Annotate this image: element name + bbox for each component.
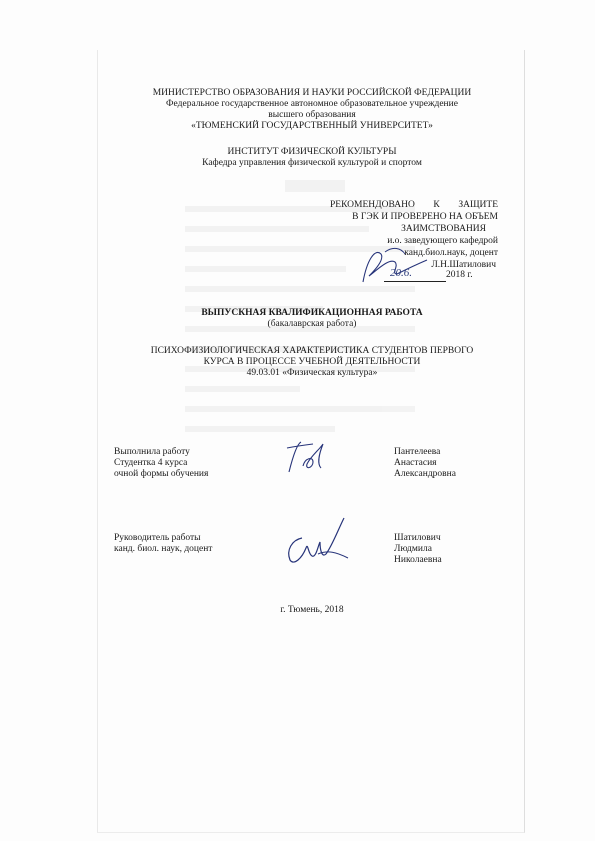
approval-line-5: канд.биол.наук, доцент <box>404 248 498 258</box>
work-title-line-2: КУРСА В ПРОЦЕССЕ УЧЕБНОЙ ДЕЯТЕЛЬНОСТИ <box>203 357 421 367</box>
author-label-3: очной формы обучения <box>114 469 209 479</box>
work-type: ВЫПУСКНАЯ КВАЛИФИКАЦИОННАЯ РАБОТА <box>201 308 423 318</box>
university-name: «ТЮМЕНСКИЙ ГОСУДАРСТВЕННЫЙ УНИВЕРСИТЕТ» <box>191 121 433 131</box>
supervisor-labels <box>114 533 212 555</box>
institution-line-2: высшего образования <box>268 110 356 120</box>
work-type-block <box>98 308 526 330</box>
approval-line-1: РЕКОМЕНДОВАНО К ЗАЩИТЕ <box>330 200 498 210</box>
author-signature <box>283 436 329 478</box>
author-surname: Пантелеева <box>394 447 441 457</box>
author-label-2: Студентка 4 курса <box>114 458 188 468</box>
author-label-1: Выполнила работу <box>114 447 190 457</box>
author-patronymic: Александровна <box>394 469 456 479</box>
approval-line-6: Л.Н.Шатилович <box>431 260 496 270</box>
institution-line-1: Федеральное государственное автономное образовательное учреждение <box>166 99 458 109</box>
work-subtype: (бакалаврская работа) <box>267 319 357 329</box>
supervisor-name <box>394 533 442 566</box>
supervisor-signature <box>278 510 354 570</box>
specialty: 49.03.01 «Физическая культура» <box>246 368 378 378</box>
supervisor-first-name: Людмила <box>394 544 432 554</box>
head-of-department-signature <box>355 240 435 290</box>
approval-line-3: ЗАИМСТВОВАНИЯ <box>401 224 486 234</box>
supervisor-surname: Шатилович <box>394 533 441 543</box>
ministry-name: МИНИСТЕРСТВО ОБРАЗОВАНИЯ И НАУКИ РОССИЙСКОЙ ФЕДЕРАЦИИ <box>152 88 472 98</box>
city-year: г. Тюмень, 2018 <box>280 605 344 615</box>
institute-block <box>98 147 526 169</box>
approval-line-2: В ГЭК И ПРОВЕРЕНО НА ОБЪЕМ <box>352 212 498 222</box>
work-title-block <box>98 346 526 379</box>
author-labels <box>114 447 208 480</box>
approval-line-4: и.о. заведующего кафедрой <box>387 236 498 246</box>
approval-date-line <box>384 269 446 282</box>
supervisor-label-1: Руководитель работы <box>114 533 201 543</box>
footer <box>98 605 526 616</box>
approval-date-handwritten: 20.6. <box>390 267 412 279</box>
header <box>98 88 526 132</box>
author-name <box>394 447 456 480</box>
supervisor-patronymic: Николаевна <box>394 555 442 565</box>
approval-year: 2018 г. <box>446 270 473 280</box>
supervisor-label-2: канд. биол. наук, доцент <box>114 544 213 554</box>
author-first-name: Анастасия <box>394 458 437 468</box>
institute-name: ИНСТИТУТ ФИЗИЧЕСКОЙ КУЛЬТУРЫ <box>227 147 397 157</box>
department-name: Кафедра управления физической культурой и спортом <box>202 158 422 168</box>
work-title-line-1: ПСИХОФИЗИОЛОГИЧЕСКАЯ ХАРАКТЕРИСТИКА СТУДЕНТОВ ПЕРВОГО <box>150 346 474 356</box>
